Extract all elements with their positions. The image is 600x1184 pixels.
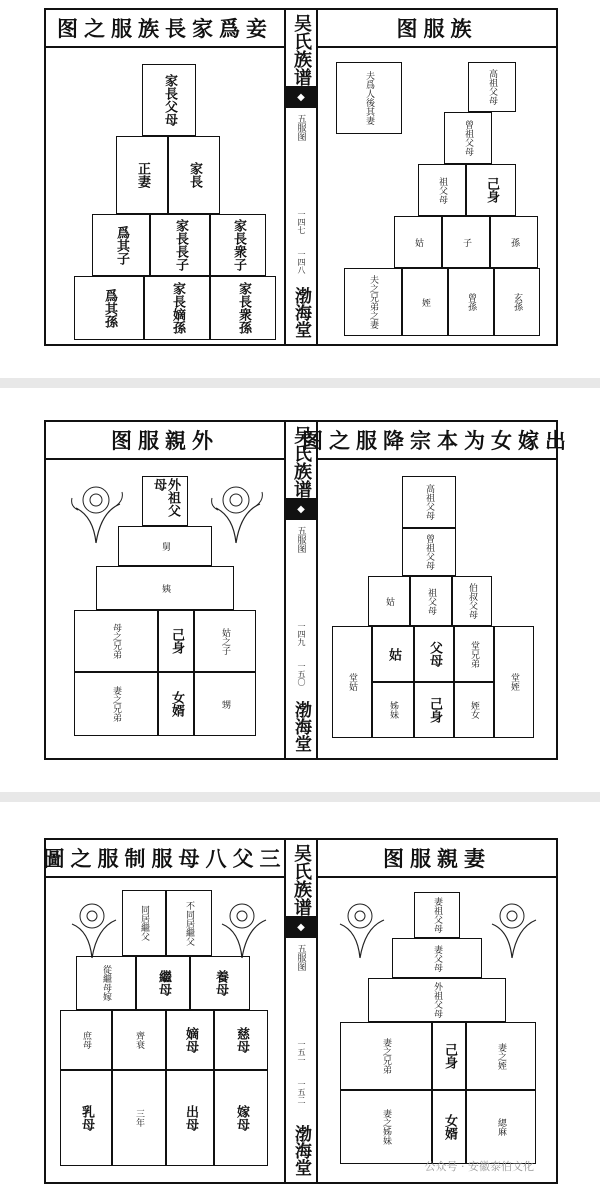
chart-cell: 妻之姪 bbox=[466, 1022, 536, 1090]
chart-cell: 女婿 bbox=[432, 1090, 466, 1164]
page-title: 图服親外 bbox=[46, 422, 284, 460]
chart-cell: 姑 bbox=[368, 576, 410, 626]
spine-band: ◆ bbox=[286, 498, 316, 520]
chart-cell: 高祖父母 bbox=[468, 62, 516, 112]
chart-cell: 妻之姊妹 bbox=[340, 1090, 432, 1164]
left-page bbox=[43, 840, 287, 1182]
page-title: 圖之服制服母八父三 bbox=[46, 840, 284, 878]
book-title: 吴氏族谱 bbox=[291, 14, 312, 86]
hall-name: 渤海堂 bbox=[291, 1125, 311, 1176]
chart-cell: 玄孫 bbox=[494, 268, 540, 336]
page-separator bbox=[0, 792, 600, 802]
chart-cell: 曾祖父母 bbox=[402, 528, 456, 576]
chart-cell: 父母 bbox=[414, 626, 454, 682]
page-number: 一四七 bbox=[297, 210, 306, 234]
book-title: 吴氏族谱 bbox=[291, 426, 312, 498]
flower-ornament-icon bbox=[214, 896, 270, 962]
flower-ornament-icon bbox=[64, 896, 120, 962]
book-spread-3 bbox=[44, 838, 558, 1184]
mourning-chart bbox=[46, 458, 284, 758]
chart-cell: 妻父母 bbox=[392, 938, 482, 978]
chart-cell: 高祖父母 bbox=[402, 476, 456, 528]
page-number: 一五〇 bbox=[297, 662, 306, 686]
page-separator bbox=[0, 378, 600, 388]
mourning-chart bbox=[318, 46, 556, 344]
right-page bbox=[318, 10, 556, 344]
chart-cell: 己身 bbox=[414, 682, 454, 738]
chart-cell: 齊衰 bbox=[112, 1010, 166, 1070]
mourning-chart bbox=[46, 876, 284, 1182]
chart-cell: 外祖父母 bbox=[142, 476, 188, 526]
mourning-chart bbox=[318, 876, 556, 1182]
page-number: 一五二 bbox=[297, 1080, 306, 1104]
flower-ornament-icon bbox=[484, 896, 540, 962]
chart-cell: 出母 bbox=[166, 1070, 214, 1166]
chart-cell: 己身 bbox=[432, 1022, 466, 1090]
book-spine bbox=[284, 422, 318, 758]
chart-cell: 妻之兄弟 bbox=[74, 672, 158, 736]
chart-cell: 家長衆子 bbox=[210, 214, 266, 276]
chart-cell: 夫之兄弟之妻 bbox=[344, 268, 402, 336]
flower-ornament-icon bbox=[206, 478, 266, 548]
page-title: 图之服族長家爲妾 bbox=[46, 10, 284, 48]
section-label: 五服图 bbox=[295, 526, 306, 553]
chart-cell: 家長長子 bbox=[150, 214, 210, 276]
book-title: 吴氏族谱 bbox=[291, 844, 312, 916]
chart-cell: 母之兄弟 bbox=[74, 610, 158, 672]
chart-cell: 伯叔父母 bbox=[452, 576, 492, 626]
chart-cell: 不同居繼父 bbox=[166, 890, 212, 956]
chart-cell: 祖父母 bbox=[418, 164, 466, 216]
chart-cell: 堂兄弟 bbox=[454, 626, 494, 682]
book-spread-1 bbox=[44, 8, 558, 346]
chart-cell: 家長 bbox=[168, 136, 220, 214]
hall-name: 渤海堂 bbox=[291, 287, 311, 338]
chart-cell: 甥 bbox=[194, 672, 256, 736]
chart-cell: 三年 bbox=[112, 1070, 166, 1166]
spine-band: ◆ bbox=[286, 86, 316, 108]
chart-cell: 姪 bbox=[402, 268, 448, 336]
watermark: 公众号 · 安徽泰伯文化 bbox=[424, 1160, 534, 1173]
chart-cell: 夫爲人後其妻 bbox=[336, 62, 402, 134]
chart-cell: 家長父母 bbox=[142, 64, 196, 136]
book-spine bbox=[284, 10, 318, 344]
flower-ornament-icon bbox=[66, 478, 126, 548]
chart-cell: 庶母 bbox=[60, 1010, 112, 1070]
spine-band: ◆ bbox=[286, 916, 316, 938]
chart-cell: 堂姪 bbox=[494, 626, 534, 738]
chart-cell: 子 bbox=[442, 216, 490, 268]
left-page bbox=[46, 10, 284, 344]
section-label: 五服图 bbox=[295, 944, 306, 971]
right-page bbox=[302, 422, 572, 758]
page-title: 图服族 bbox=[318, 10, 556, 48]
chart-cell: 姑 bbox=[372, 626, 414, 682]
chart-cell: 曾祖父母 bbox=[444, 112, 492, 164]
chart-cell: 慈母 bbox=[214, 1010, 268, 1070]
chart-cell: 姨 bbox=[96, 566, 234, 610]
chart-cell: 堂姑 bbox=[332, 626, 372, 738]
chart-cell: 己身 bbox=[158, 610, 194, 672]
mourning-chart bbox=[46, 46, 284, 344]
book-spine bbox=[284, 840, 318, 1182]
chart-cell: 妻之兄弟 bbox=[340, 1022, 432, 1090]
page-number: 一四九 bbox=[297, 622, 306, 646]
chart-cell: 爲其子 bbox=[92, 214, 150, 276]
chart-cell: 女婿 bbox=[158, 672, 194, 736]
chart-cell: 嫡母 bbox=[166, 1010, 214, 1070]
page-number: 一五一 bbox=[297, 1040, 306, 1064]
chart-cell: 舅 bbox=[118, 526, 212, 566]
page-title: 图服親妻 bbox=[318, 840, 556, 878]
flower-ornament-icon bbox=[332, 896, 388, 962]
chart-cell: 嫁母 bbox=[214, 1070, 268, 1166]
chart-cell: 妻祖父母 bbox=[414, 892, 460, 938]
section-label: 五服图 bbox=[295, 114, 306, 141]
chart-cell: 養母 bbox=[190, 956, 250, 1010]
chart-cell: 外祖父母 bbox=[368, 978, 506, 1022]
chart-cell: 繼母 bbox=[136, 956, 190, 1010]
page-title: 图之服降宗本为女嫁出 bbox=[318, 422, 556, 460]
chart-cell: 緦麻 bbox=[466, 1090, 536, 1164]
page-number: 一四八 bbox=[297, 250, 306, 274]
chart-cell: 孫 bbox=[490, 216, 538, 268]
chart-cell: 家長嫡孫 bbox=[144, 276, 210, 340]
chart-cell: 姑之子 bbox=[194, 610, 256, 672]
left-page bbox=[46, 422, 284, 758]
mourning-chart bbox=[318, 458, 556, 758]
chart-cell: 姑 bbox=[394, 216, 442, 268]
chart-cell: 同居繼父 bbox=[122, 890, 166, 956]
chart-cell: 己身 bbox=[466, 164, 516, 216]
chart-cell: 姪女 bbox=[454, 682, 494, 738]
chart-cell: 祖父母 bbox=[410, 576, 452, 626]
chart-cell: 家長衆孫 bbox=[210, 276, 276, 340]
book-spread-2 bbox=[44, 420, 572, 760]
chart-cell: 從繼母嫁 bbox=[76, 956, 136, 1010]
chart-cell: 正妻 bbox=[116, 136, 168, 214]
chart-cell: 曾孫 bbox=[448, 268, 494, 336]
right-page bbox=[318, 840, 556, 1182]
chart-cell: 姊妹 bbox=[372, 682, 414, 738]
chart-cell: 乳母 bbox=[60, 1070, 112, 1166]
hall-name: 渤海堂 bbox=[291, 701, 311, 752]
chart-cell: 爲其孫 bbox=[74, 276, 144, 340]
